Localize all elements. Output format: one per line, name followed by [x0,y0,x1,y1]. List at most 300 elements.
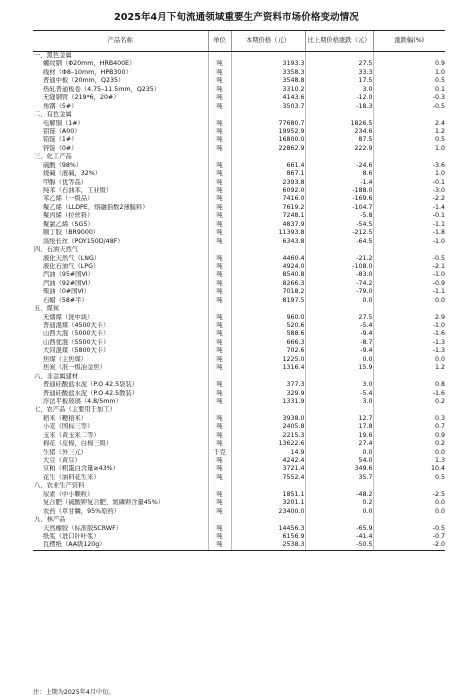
change-cell [305,52,373,61]
unit-cell: 吨 [208,229,231,237]
unit-cell: 吨 [208,423,231,431]
unit-cell: 吨 [208,339,231,347]
percent-cell: -1.0 [373,322,445,330]
change-cell: 54.0 [305,457,373,465]
price-cell [231,482,305,490]
table-row [33,145,445,153]
product-name: 螺纹钢（Φ20mm，HRB400E） [43,60,136,68]
change-cell: 0.0 [305,449,373,457]
change-cell: -169.6 [305,195,373,203]
change-cell: -5.4 [305,322,373,330]
unit-cell: 吨 [208,195,231,203]
table-row [33,221,445,229]
header-product-name: 产品名称 [33,31,208,52]
change-cell: 8.6 [305,170,373,178]
price-cell: 2215.3 [231,432,305,440]
table-row [33,77,445,85]
category-name: 六、非金属建材 [34,372,79,380]
percent-cell: -0.5 [373,103,445,111]
unit-cell: 吨 [208,465,231,473]
change-cell: 234.6 [305,128,373,136]
percent-cell: 0.9 [373,432,445,440]
category-name: 一、黑色金属 [34,52,72,60]
unit-cell: 吨 [208,347,231,355]
product-name: 天然橡胶（标准胶SCRWF） [43,524,123,532]
unit-cell: 吨 [208,288,231,296]
change-cell: -18.3 [305,103,373,111]
table-row [33,288,445,296]
price-cell: 867.1 [231,170,305,178]
table-row [33,229,445,237]
unit-cell [208,305,231,313]
product-name: 小麦（国标三等） [43,423,94,431]
change-cell: 222.9 [305,145,373,153]
price-cell: 3721.4 [231,465,305,473]
product-name: 普通硅酸盐水泥（P.O 42.5散装） [43,389,139,397]
table-row [33,364,445,372]
percent-cell: 0.7 [373,423,445,431]
price-cell [231,246,305,254]
price-cell: 6092.0 [231,187,305,195]
price-cell: 7552.4 [231,474,305,482]
change-cell: 33.3 [305,69,373,77]
unit-cell: 吨 [208,170,231,178]
product-name: 铝锭（A00） [43,127,81,135]
table-row [33,525,445,533]
percent-cell: -2.0 [373,541,445,550]
price-cell: 1331.9 [231,398,305,406]
price-cell: 7416.0 [231,195,305,203]
category-name: 九、林产品 [34,516,66,524]
table-row [33,339,445,347]
change-cell: 3.0 [305,86,373,94]
product-name: 聚乙烯（LLDPE，熔融指数2薄膜料） [43,203,149,211]
table-row [33,212,445,220]
change-cell: 3.0 [305,381,373,389]
change-cell: -5.4 [305,390,373,398]
product-name: 纯苯（石油苯，工业级） [43,187,113,195]
product-name: 液化天然气（LNG） [43,254,101,262]
unit-cell: 吨 [208,136,231,144]
unit-cell: 吨 [208,356,231,364]
percent-cell: -0.1 [373,179,445,187]
table-row [33,499,445,507]
product-name: 电解铜（1#） [43,119,84,127]
price-cell: 3193.3 [231,60,305,68]
change-cell: -8.7 [305,339,373,347]
unit-cell: 吨 [208,212,231,220]
table-row [33,330,445,338]
change-cell: 3.0 [305,398,373,406]
unit-cell: 吨 [208,187,231,195]
unit-cell: 吨 [208,297,231,305]
table-row [33,103,445,111]
price-cell [231,406,305,414]
table-row [33,508,445,516]
change-cell: -50.5 [305,541,373,550]
unit-cell: 吨 [208,457,231,465]
percent-cell: -3.6 [373,162,445,170]
price-cell: 14.9 [231,449,305,457]
unit-cell: 吨 [208,364,231,372]
product-name: 铅锭（1#） [43,136,78,144]
percent-cell: 0.0 [373,499,445,507]
unit-cell [208,52,231,61]
unit-cell: 吨 [208,381,231,389]
unit-cell: 吨 [208,179,231,187]
percent-cell: 0.5 [373,136,445,144]
unit-cell: 吨 [208,271,231,279]
percent-cell [373,246,445,254]
category-row [33,111,445,119]
price-cell: 3548.8 [231,77,305,85]
percent-cell: 1.2 [373,364,445,372]
product-name: 尿素（中小颗粒） [43,490,94,498]
table-row [33,195,445,203]
change-cell: 27.4 [305,440,373,448]
price-cell: 960.0 [231,314,305,322]
change-cell: 87.5 [305,136,373,144]
percent-cell: 0.2 [373,440,445,448]
price-cell: 4143.6 [231,94,305,102]
change-cell: 12.7 [305,415,373,423]
price-cell: 14456.3 [231,525,305,533]
unit-cell [208,482,231,490]
percent-cell: -1.6 [373,390,445,398]
price-cell [231,52,305,61]
price-cell: 4242.4 [231,457,305,465]
percent-cell: 0.2 [373,398,445,406]
category-name: 三、化工产品 [34,153,72,161]
price-cell [231,516,305,524]
price-cell: 2405.8 [231,423,305,431]
product-name: 聚丙烯（拉丝料） [43,212,94,220]
change-cell: -108.0 [305,263,373,271]
price-cell: 3938.0 [231,415,305,423]
unit-cell [208,406,231,414]
product-name: 棉花（皮棉，白棉三级） [43,440,113,448]
product-name: 角钢（5#） [43,102,78,110]
unit-cell: 吨 [208,263,231,271]
table-row [33,474,445,482]
percent-cell: -0.3 [373,94,445,102]
price-cell: 7619.2 [231,204,305,212]
unit-cell: 吨 [208,415,231,423]
category-row [33,373,445,381]
product-name: 普通中板（20mm，Q235） [43,77,125,85]
price-cell: 702.6 [231,347,305,355]
product-name: 石蜡（58#半） [43,296,88,304]
product-name: 锌锭（0#） [43,144,78,152]
price-cell: 7018.2 [231,288,305,296]
percent-cell: -2.1 [373,263,445,271]
percent-cell: 1.0 [373,69,445,77]
percent-cell: -0.5 [373,255,445,263]
percent-cell: 1.3 [373,457,445,465]
table-row [33,69,445,77]
price-cell: 377.3 [231,381,305,389]
price-cell: 329.9 [231,390,305,398]
product-name: 汽油（95#国VI） [43,271,94,279]
change-cell: -83.0 [305,271,373,279]
price-cell: 7248.1 [231,212,305,220]
unit-cell: 吨 [208,280,231,288]
price-cell: 19952.9 [231,128,305,136]
change-cell: -21.2 [305,255,373,263]
table-row [33,533,445,541]
change-cell: 35.7 [305,474,373,482]
change-cell: 0.0 [305,356,373,364]
footnote: 注：上期为2025年4月中旬。 [33,689,115,696]
product-name: 无缝钢管（219*6，20#） [43,94,120,102]
unit-cell: 吨 [208,440,231,448]
table-row [33,204,445,212]
price-cell: 8197.5 [231,297,305,305]
category-row [33,52,445,61]
product-name: 大同混煤（5800大卡） [43,347,110,355]
header-change-percent: 涨跌幅(%) [373,31,445,52]
change-cell: 27.5 [305,60,373,68]
price-cell: 8266.3 [231,280,305,288]
percent-cell [373,406,445,414]
change-cell: -104.7 [305,204,373,212]
product-name: 花生（油料花生米） [43,473,100,481]
change-cell: 27.5 [305,314,373,322]
change-cell [305,406,373,414]
unit-cell: 吨 [208,533,231,541]
percent-cell: -1.0 [373,238,445,246]
percent-cell: -1.6 [373,330,445,338]
percent-cell: 0.5 [373,474,445,482]
table-row [33,238,445,246]
change-cell: 17.5 [305,77,373,85]
table-row [33,347,445,355]
unit-cell: 吨 [208,474,231,482]
unit-cell [208,111,231,119]
table-row [33,314,445,322]
price-cell: 3310.2 [231,86,305,94]
percent-cell: -1.0 [373,271,445,279]
product-name: 大豆（黄豆） [43,457,81,465]
category-row [33,246,445,254]
category-name: 七、农产品（主要用于加工） [34,406,116,414]
table-header-row [33,31,445,52]
unit-cell: 吨 [208,398,231,406]
percent-cell: -1.8 [373,229,445,237]
unit-cell: 千克 [208,449,231,457]
table-row [33,263,445,271]
percent-cell: 2.9 [373,314,445,322]
price-cell: 4837.9 [231,221,305,229]
product-name: 液化石油气（LPG） [43,262,100,270]
product-name: 生猪（外三元） [43,448,88,456]
product-name: 柴油（0#国VI） [43,288,90,296]
unit-cell: 吨 [208,432,231,440]
table-row [33,491,445,499]
table-row [33,390,445,398]
percent-cell [373,153,445,161]
change-cell: 349.6 [305,465,373,473]
change-cell: -188.0 [305,187,373,195]
category-name: 八、农业生产资料 [34,482,85,490]
price-cell: 666.3 [231,339,305,347]
table-row [33,432,445,440]
unit-cell: 吨 [208,330,231,338]
product-name: 顺丁胶（BR9000） [43,229,100,237]
unit-cell: 吨 [208,60,231,68]
table-row [33,381,445,389]
table-row [33,280,445,288]
product-name: 稻米（粳稻米） [43,414,88,422]
percent-cell: -1.1 [373,288,445,296]
unit-cell: 吨 [208,204,231,212]
product-name: 焦煤（主焦煤） [43,355,88,363]
change-cell: -79.0 [305,288,373,296]
price-table [33,30,445,551]
price-cell: 661.4 [231,162,305,170]
change-cell: 0.0 [305,508,373,516]
product-name: 聚氯乙烯（SG5） [43,220,94,228]
change-cell: -12.0 [305,94,373,102]
percent-cell: 0.0 [373,356,445,364]
unit-cell [208,516,231,524]
unit-cell: 吨 [208,128,231,136]
price-cell: 4460.4 [231,255,305,263]
percent-cell: -0.1 [373,212,445,220]
change-cell: 15.9 [305,364,373,372]
change-cell [305,153,373,161]
product-name: 热轧普通板卷（4.75–11.5mm，Q235） [43,85,161,93]
percent-cell: 1.2 [373,128,445,136]
product-name: 豆粕（粗蛋白含量≥43%） [43,465,119,473]
percent-cell: -2.5 [373,491,445,499]
change-cell [305,246,373,254]
table-row [33,120,445,128]
price-cell: 11393.8 [231,229,305,237]
price-cell: 4924.0 [231,263,305,271]
product-name: 纸浆（进口针叶浆） [43,532,100,540]
percent-cell: -0.7 [373,533,445,541]
percent-cell: -1.3 [373,339,445,347]
price-cell: 77680.7 [231,120,305,128]
product-name: 烧碱（液碱，32%） [43,170,102,178]
percent-cell: 0.1 [373,86,445,94]
price-cell: 520.6 [231,322,305,330]
table-row [33,457,445,465]
percent-cell [373,111,445,119]
price-cell: 16800.0 [231,136,305,144]
category-name: 四、石油天然气 [34,246,79,254]
change-cell [305,482,373,490]
table-row [33,162,445,170]
price-cell: 22862.9 [231,145,305,153]
product-name: 普通硅酸盐水泥（P.O 42.5袋装） [43,381,139,389]
unit-cell: 吨 [208,69,231,77]
table-row [33,60,445,68]
percent-cell: -1.4 [373,204,445,212]
percent-cell: 0.0 [373,449,445,457]
percent-cell: 1.0 [373,170,445,178]
table-row [33,136,445,144]
change-cell: -9.4 [305,330,373,338]
percent-cell: -1.3 [373,347,445,355]
table-row [33,179,445,187]
percent-cell: 0.0 [373,297,445,305]
price-cell: 2538.3 [231,541,305,550]
unit-cell: 吨 [208,145,231,153]
percent-cell: 0.0 [373,508,445,516]
table-row [33,465,445,473]
table-body [33,52,445,551]
unit-cell: 吨 [208,390,231,398]
table-row [33,415,445,423]
table-row [33,449,445,457]
category-row [33,305,445,313]
product-name: 甲醇（优等品） [43,178,88,186]
unit-cell: 吨 [208,162,231,170]
change-cell: -1.4 [305,179,373,187]
change-cell: -65.9 [305,525,373,533]
change-cell: -9.4 [305,347,373,355]
table-row [33,541,445,550]
product-name: 汽油（92#国VI） [43,279,94,287]
percent-cell [373,482,445,490]
category-row [33,482,445,490]
product-name: 无烟煤（洗中块） [43,313,94,321]
table-row [33,128,445,136]
unit-cell: 吨 [208,94,231,102]
price-cell [231,111,305,119]
unit-cell [208,373,231,381]
price-cell: 13622.6 [231,440,305,448]
table-row [33,356,445,364]
price-cell [231,305,305,313]
table-row [33,398,445,406]
header-current-price: 本期价格（元） [231,31,305,52]
product-name: 涤纶长丝（POY150D/48F） [43,237,124,245]
table-row [33,440,445,448]
price-cell [231,373,305,381]
change-cell: 0.2 [305,499,373,507]
percent-cell [373,52,445,61]
category-name: 二、有色金属 [34,111,72,119]
table-row [33,322,445,330]
price-cell: 1316.4 [231,364,305,372]
percent-cell [373,373,445,381]
price-cell: 1851.1 [231,491,305,499]
unit-cell: 吨 [208,221,231,229]
table-row [33,187,445,195]
header-price-change: 比上期价格涨跌（元） [305,31,373,52]
product-name: 复合肥（硫酸钾复合肥，氮磷钾含量45%） [43,499,165,507]
change-cell: 0.0 [305,297,373,305]
percent-cell: -0.9 [373,280,445,288]
table-row [33,170,445,178]
price-cell: 8540.8 [231,271,305,279]
percent-cell: 0.5 [373,77,445,85]
percent-cell: 0.8 [373,381,445,389]
percent-cell: 2.4 [373,120,445,128]
unit-cell: 吨 [208,322,231,330]
product-name: 瓦楞纸（AA级120g） [33,541,208,550]
price-cell: 23400.0 [231,508,305,516]
price-cell: 588.6 [231,330,305,338]
price-cell: 2393.8 [231,179,305,187]
change-cell: -64.5 [305,238,373,246]
table-row [33,86,445,94]
change-cell [305,111,373,119]
change-cell: -212.5 [305,229,373,237]
